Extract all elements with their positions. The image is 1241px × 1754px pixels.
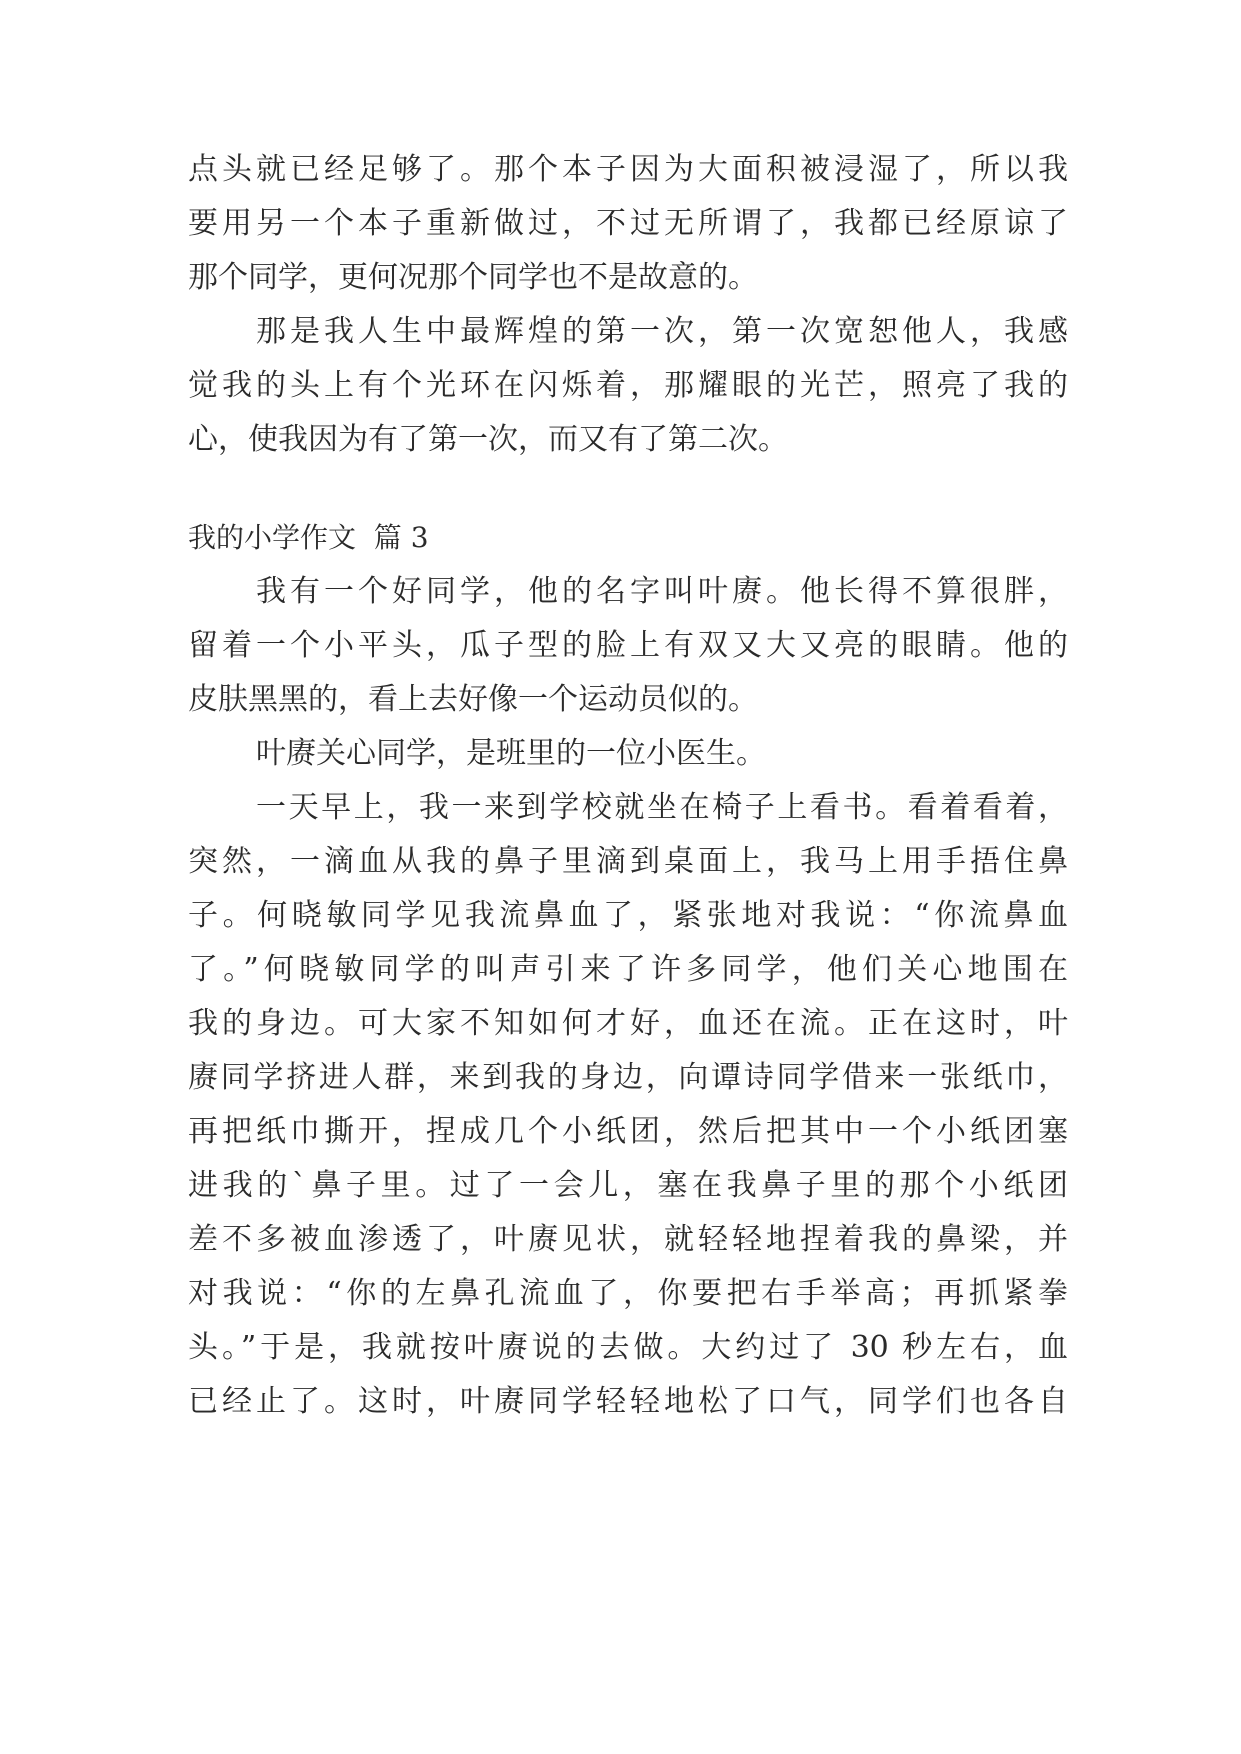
paragraph-line: 叶赓关心同学，是班里的一位小医生。 [256,736,766,771]
paragraph-line: 皮肤黑黑的，看上去好像一个运动员似的。 [188,682,758,717]
paragraph-line: 头。”于是，我就按叶赓说的去做。大约过了 30 秒左右，血 [188,1330,1068,1365]
paragraph-line: 那是我人生中最辉煌的第一次，第一次宽恕他人，我感 [256,314,1068,349]
paragraph-line: 留着一个小平头，瓜子型的脸上有双又大又亮的眼睛。他的 [188,628,1068,663]
paragraph-line: 突然，一滴血从我的鼻子里滴到桌面上，我马上用手捂住鼻 [188,844,1068,879]
section-heading: 我的小学作文 篇 3 [188,521,429,554]
paragraph-line: 子。何晓敏同学见我流鼻血了，紧张地对我说：“你流鼻血 [188,898,1068,933]
paragraph-line: 一天早上，我一来到学校就坐在椅子上看书。看着看着， [256,790,1068,825]
paragraph-line: 再把纸巾撕开，捏成几个小纸团，然后把其中一个小纸团塞 [188,1114,1068,1149]
paragraph-line: 进我的`鼻子里。过了一会儿，塞在我鼻子里的那个小纸团 [188,1168,1068,1203]
paragraph-line: 觉我的头上有个光环在闪烁着，那耀眼的光芒，照亮了我的 [188,368,1068,403]
paragraph-line: 我的身边。可大家不知如何才好，血还在流。正在这时，叶 [188,1006,1068,1041]
paragraph-line: 差不多被血渗透了，叶赓见状，就轻轻地捏着我的鼻梁，并 [188,1222,1068,1257]
paragraph-line: 心，使我因为有了第一次，而又有了第二次。 [188,422,788,457]
paragraph-line: 点头就已经足够了。那个本子因为大面积被浸湿了，所以我 [188,152,1068,187]
paragraph-line: 了。”何晓敏同学的叫声引来了许多同学，他们关心地围在 [188,952,1068,987]
paragraph-line: 对我说：“你的左鼻孔流血了，你要把右手举高；再抓紧拳 [188,1276,1068,1311]
paragraph-line: 那个同学，更何况那个同学也不是故意的。 [188,260,758,295]
paragraph-line: 要用另一个本子重新做过，不过无所谓了，我都已经原谅了 [188,206,1068,241]
paragraph-line: 赓同学挤进人群，来到我的身边，向谭诗同学借来一张纸巾， [188,1060,1068,1095]
paragraph-line: 已经止了。这时，叶赓同学轻轻地松了口气，同学们也各自 [188,1384,1068,1419]
paragraph-line: 我有一个好同学，他的名字叫叶赓。他长得不算很胖， [256,574,1068,609]
